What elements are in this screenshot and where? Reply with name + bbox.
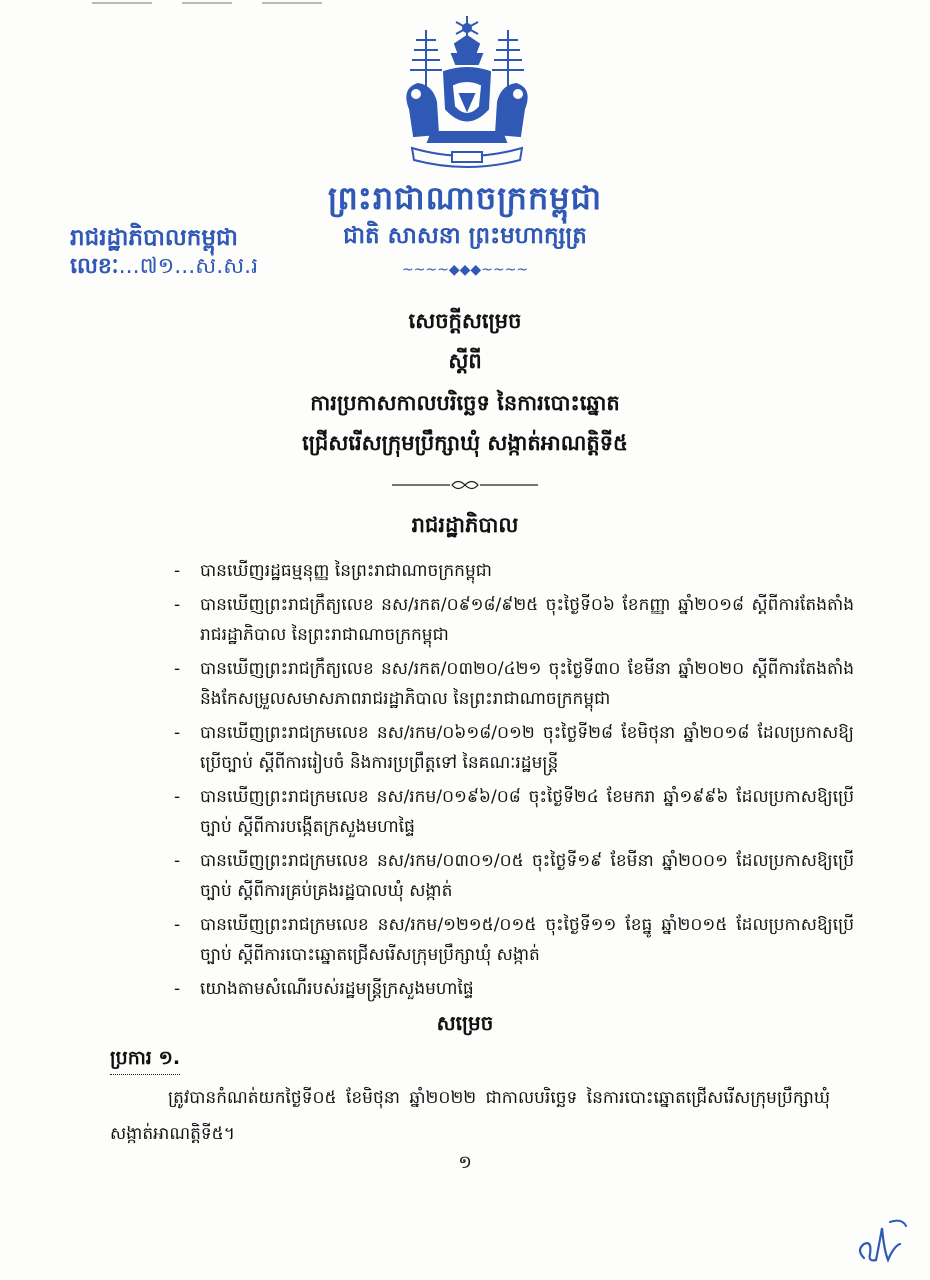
page-number: ១ bbox=[458, 1152, 472, 1173]
document-number-value: ...៧១...ស.ស.រ bbox=[118, 254, 259, 279]
list-item: - បានឃើញរដ្ឋធម្មនុញ្ញ នៃព្រះរាជាណាចក្រកម្ពុជា bbox=[174, 556, 854, 586]
bullet-dash: - bbox=[174, 659, 181, 679]
list-item: - បានឃើញព្រះរាជក្រឹត្យលេខ នស/រកត/០៣២០/៤២១ ចុះថ្ងៃទី៣០ ខែមីនា ឆ្នាំ២០២០ ស្តីពីការតែងតាំង និងកែសម្រួលសមាសភាពរាជរដ្ឋាភិបាល នៃព្រះរាជាណាចក្រកម្ពុជា bbox=[174, 654, 854, 714]
issuer-heading: រាជរដ្ឋាភិបាល bbox=[411, 513, 519, 537]
bullet-dash: - bbox=[174, 787, 181, 807]
bullet-dash: - bbox=[174, 915, 181, 935]
decision-title: សេចក្តីសម្រេច bbox=[408, 309, 522, 333]
handwritten-initial-signature bbox=[850, 1210, 910, 1270]
article-label: ប្រការ ១. bbox=[110, 1046, 180, 1075]
document-number bbox=[70, 252, 258, 284]
bullet-dash: - bbox=[174, 851, 181, 871]
scan-edge-mark bbox=[92, 0, 322, 10]
bullet-dash: - bbox=[174, 979, 181, 999]
bullet-dash: - bbox=[174, 595, 181, 615]
document-number-label: លេខៈ bbox=[70, 254, 119, 279]
title-subject-line1: ការប្រកាសកាលបរិច្ឆេទ នៃការបោះឆ្នោត bbox=[310, 391, 620, 415]
title-divider-ornament bbox=[392, 475, 538, 495]
title-subject-line2: ជ្រើសរើសក្រុមប្រឹក្សាឃុំ សង្កាត់អាណត្តិទី៥ bbox=[302, 431, 628, 455]
bullet-dash: - bbox=[174, 723, 181, 743]
kingdom-name: ព្រះរាជាណាចក្រកម្ពុជា bbox=[327, 179, 603, 217]
list-item: - យោងតាមសំណើរបស់រដ្ឋមន្ត្រីក្រសួងមហាផ្ទៃ bbox=[174, 974, 854, 1004]
list-item: - បានឃើញព្រះរាជក្រមលេខ នស/រកម/១២១៥/០១៥ ចុះថ្ងៃទី១១ ខែធ្នូ ឆ្នាំ២០១៥ ដែលប្រកាសឱ្យប្រើច្បាប់ ស្តីពីការបោះឆ្នោតជ្រើសរើសក្រុមប្រឹក្សាឃុំ សង្កាត់ bbox=[174, 910, 854, 970]
government-name: រាជរដ្ឋាភិបាលកម្ពុជា bbox=[70, 225, 238, 251]
bullet-dash: - bbox=[174, 561, 181, 581]
list-item: - បានឃើញព្រះរាជក្រមលេខ នស/រកម/០៣០១/០៥ ចុះថ្ងៃទី១៩ ខែមីនា ឆ្នាំ២០០១ ដែលប្រកាសឱ្យប្រើច្បាប់ ស្តីពីការគ្រប់គ្រងរដ្ឋបាលឃុំ សង្កាត់ bbox=[174, 846, 854, 906]
national-motto: ជាតិ សាសនា ព្រះមហាក្សត្រ bbox=[343, 223, 587, 249]
list-item: - បានឃើញព្រះរាជក្រមលេខ នស/រកម/០១៩៦/០៨ ចុះថ្ងៃទី២៤ ខែមករា ឆ្នាំ១៩៩៦ ដែលប្រកាសឱ្យប្រើច្បាប់ ស្តីពីការបង្កើតក្រសួងមហាផ្ទៃ bbox=[174, 782, 854, 842]
decision-heading: សម្រេច bbox=[436, 1011, 494, 1035]
royal-coat-of-arms-emblem bbox=[392, 14, 542, 174]
article-text: ត្រូវបានកំណត់យកថ្ងៃទី០៥ ខែមិថុនា ឆ្នាំ២០២២ ជាកាលបរិច្ឆេទ នៃការបោះឆ្នោតជ្រើសរើសក្រុមប្រឹក្សាឃុំ សង្កាត់អាណត្តិទី៥។ bbox=[110, 1088, 830, 1144]
legal-basis-list bbox=[174, 556, 854, 1008]
title-subject-label: ស្តីពី bbox=[448, 349, 482, 373]
list-item: - បានឃើញព្រះរាជក្រឹត្យលេខ នស/រកត/០៩១៨/៩២៥ ចុះថ្ងៃទី០៦ ខែកញ្ញា ឆ្នាំ២០១៨ ស្តីពីការតែងតាំងរាជរដ្ឋាភិបាល នៃព្រះរាជាណាចក្រកម្ពុជា bbox=[174, 590, 854, 650]
header-ornament: ~~~~◆◆◆~~~~ bbox=[401, 262, 529, 278]
list-item: - បានឃើញព្រះរាជក្រមលេខ នស/រកម/០៦១៨/០១២ ចុះថ្ងៃទី២៨ ខែមិថុនា ឆ្នាំ២០១៨ ដែលប្រកាសឱ្យប្រើច្បាប់ ស្តីពីការរៀបចំ និងការប្រព្រឹត្តទៅ នៃគណៈរដ្ឋមន្ត្រី bbox=[174, 718, 854, 778]
